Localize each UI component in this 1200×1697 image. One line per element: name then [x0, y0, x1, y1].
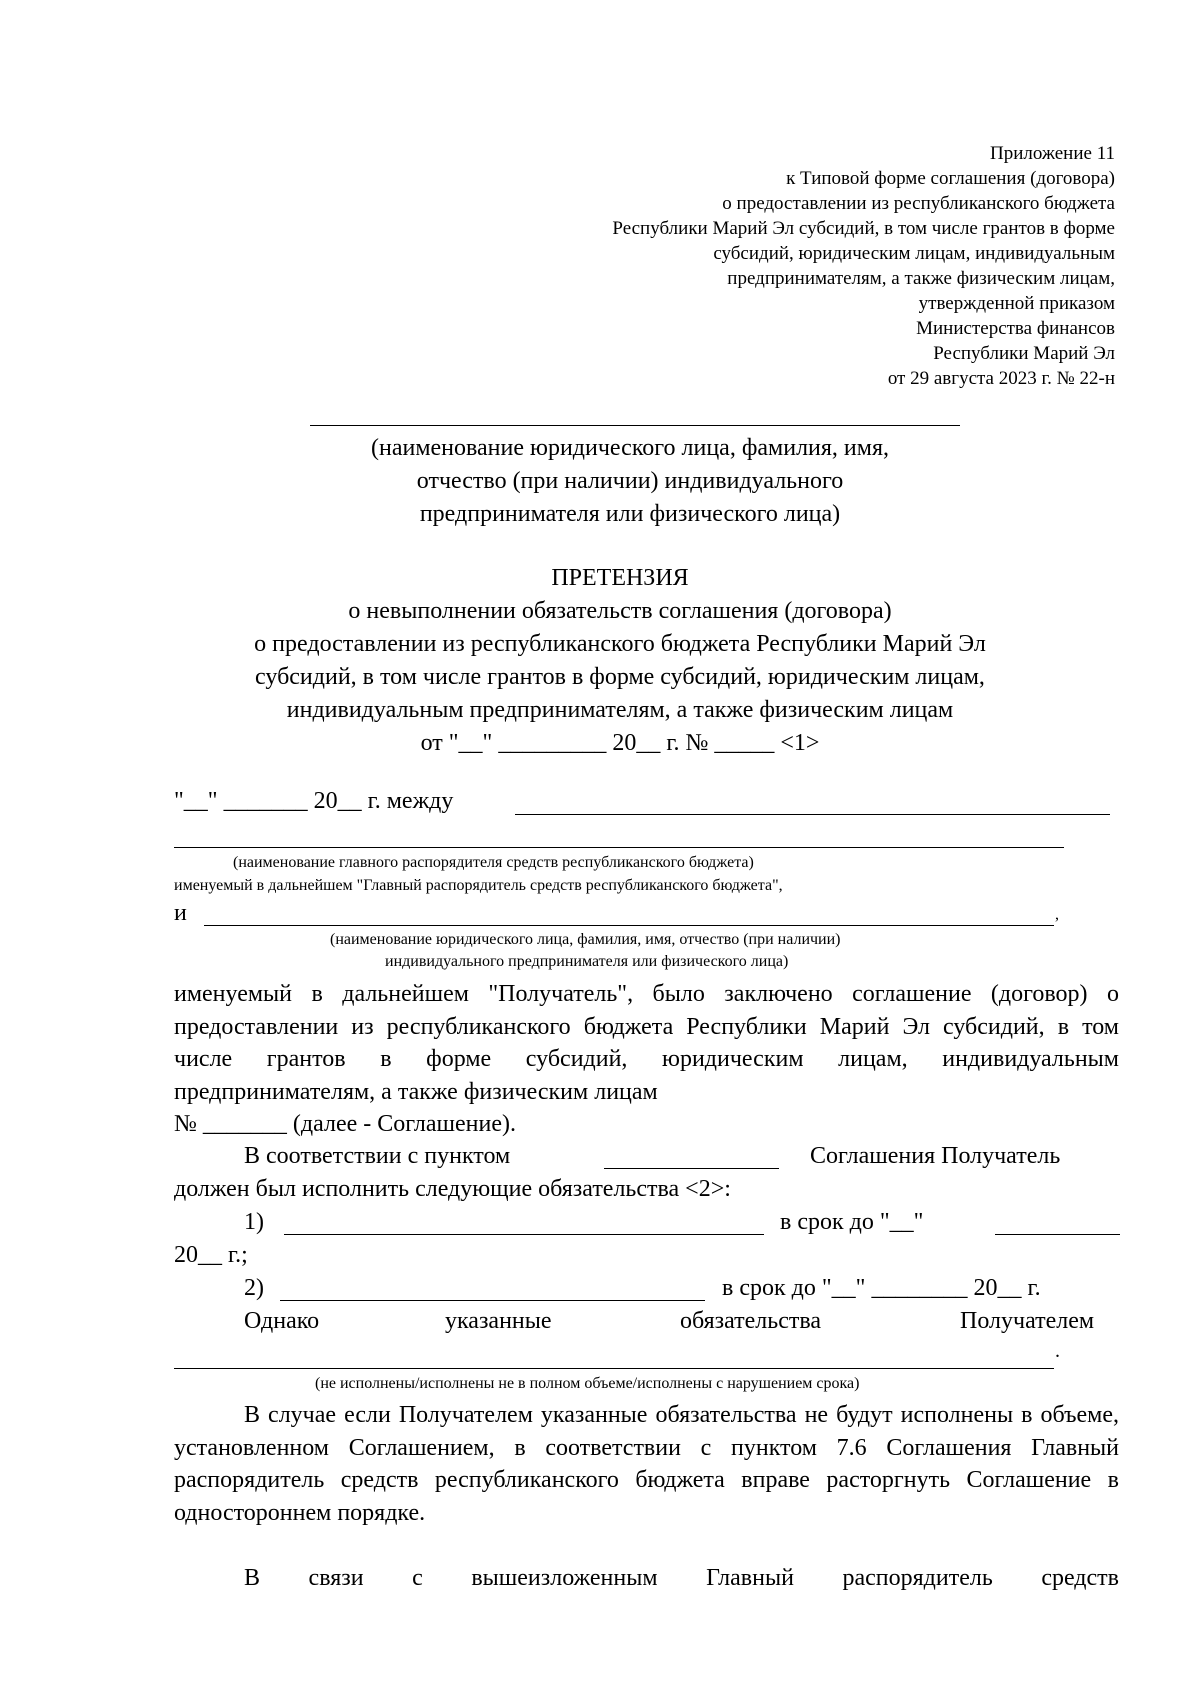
comma: ,: [1055, 906, 1059, 923]
appendix-line: предпринимателям, а также физическим лицам,: [727, 268, 1115, 289]
agreement-paragraph: [174, 978, 1119, 1141]
caption-line: предпринимателя или физического лица): [419, 501, 841, 527]
claim-subtitle-line: от "__" _________ 20__ г. № _____ <1>: [420, 730, 820, 756]
manager-caption: (наименование главного распорядителя средств республиканского бюджета): [233, 854, 754, 871]
agreement-text: именуемый в дальнейшем "Получатель", было заключено соглашение (договор) о предоставлении из республиканского бюджета Республики Марий Эл субсидий, в том числе грантов в форме субсидий, юридическим лицам, индивидуальным предпринимателям, а также физическим лицам: [174, 981, 1119, 1105]
and-label: и: [174, 900, 187, 926]
appendix-line: Приложение 11: [989, 143, 1115, 164]
however-word: Однако: [244, 1308, 320, 1334]
item2-fill-line: [280, 1300, 705, 1301]
however-word: Получателем: [960, 1308, 1095, 1334]
manager-named-text: именуемый в дальнейшем "Главный распорядитель средств республиканского бюджета",: [174, 877, 783, 894]
claim-subtitle-line: о предоставлении из республиканского бюджета Республики Марий Эл: [254, 631, 986, 657]
appendix-line: субсидий, юридическим лицам, индивидуальным: [713, 243, 1115, 264]
manager-fill-line: [174, 847, 1064, 848]
recipient-name-fill-line: [310, 425, 960, 426]
item1-month-fill-line: [995, 1234, 1120, 1235]
date-between-text: "__" _______ 20__ г. между: [174, 788, 454, 814]
point-text-start: В соответствии с пунктом: [244, 1143, 511, 1169]
recipient-caption-1: (наименование юридического лица, фамилия, имя, отчество (при наличии): [330, 931, 841, 948]
party-fill-line: [515, 814, 1110, 815]
appendix-line: утвержденной приказом: [918, 293, 1115, 314]
appendix-line: Республики Марий Эл: [933, 343, 1115, 364]
appendix-line: о предоставлении из республиканского бюджета: [722, 193, 1115, 214]
appendix-line: к Типовой форме соглашения (договора): [786, 168, 1115, 189]
claim-title: ПРЕТЕНЗИЯ: [551, 565, 689, 591]
claim-subtitle-line: индивидуальным предпринимателям, а также физическим лицам: [286, 697, 954, 723]
appendix-line: Республики Марий Эл субсидий, в том числе грантов в форме: [612, 218, 1115, 239]
point-fill-line: [604, 1168, 779, 1169]
claim-title-block: [160, 562, 1080, 760]
caption-line: отчество (при наличии) индивидуального: [416, 468, 844, 494]
final-paragraph: В связи с вышеизложенным Главный распорядитель средств: [244, 1565, 1119, 1591]
recipient-fill-line: [204, 925, 1054, 926]
however-word: указанные: [445, 1308, 552, 1334]
point-text-end: Соглашения Получатель: [810, 1143, 1061, 1169]
obligations-intro: должен был исполнить следующие обязательства <2>:: [174, 1176, 731, 1202]
not-fulfilled-caption: (не исполнены/исполнены не в полном объеме/исполнены с нарушением срока): [315, 1375, 860, 1392]
however-word: обязательства: [680, 1308, 822, 1334]
recipient-name-block: [310, 425, 950, 531]
agreement-end: № _______ (далее - Соглашение).: [174, 1111, 516, 1137]
recipient-name-caption: [310, 432, 950, 531]
item1-number: 1): [244, 1209, 264, 1235]
appendix-line: Министерства финансов: [916, 318, 1115, 339]
claim-subtitle-line: о невыполнении обязательств соглашения (договора): [348, 598, 892, 624]
dot: .: [1055, 1340, 1060, 1362]
item1-term: в срок до "__": [780, 1209, 924, 1235]
item2-number: 2): [244, 1275, 264, 1301]
item1-year: 20__ г.;: [174, 1242, 248, 1268]
appendix-line: от 29 августа 2023 г. № 22-н: [887, 368, 1115, 389]
case-paragraph: В случае если Получателем указанные обязательства не будут исполнены в объеме, установленном Соглашением, в соответствии с пунктом 7.6 Соглашения Главный распорядитель средств республиканского бюджета вправе расторгнуть Соглашение в одностороннем порядке.: [174, 1402, 1119, 1526]
claim-subtitle-line: субсидий, в том числе грантов в форме субсидий, юридическим лицам,: [255, 664, 985, 690]
item2-term: в срок до "__" ________ 20__ г.: [722, 1275, 1041, 1301]
status-fill-line: [174, 1368, 1054, 1369]
caption-line: (наименование юридического лица, фамилия, имя,: [371, 435, 889, 461]
appendix-header: [612, 141, 1115, 391]
item1-fill-line: [284, 1234, 764, 1235]
recipient-caption-2: индивидуального предпринимателя или физического лица): [385, 953, 789, 970]
